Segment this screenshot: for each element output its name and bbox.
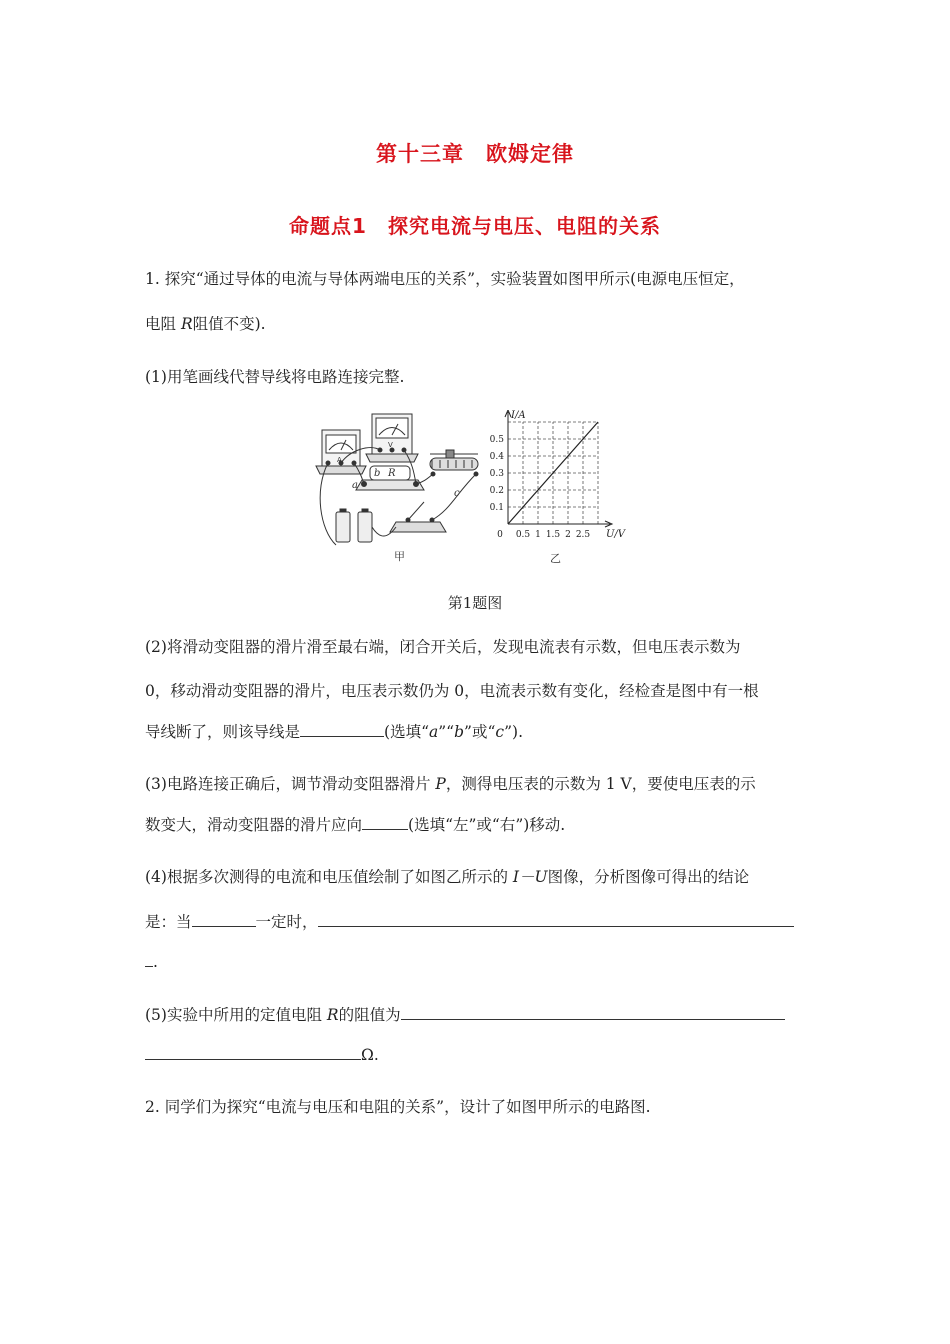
answer-blank[interactable]: [318, 910, 794, 927]
x-tick-label: 1.5: [545, 530, 561, 540]
y-tick-label: 0.1: [489, 503, 504, 513]
q1-figure: [300, 410, 660, 585]
topic-title: 命题点1 探究电流与电压、电阻的关系: [289, 214, 661, 238]
svg-text:V: V: [388, 441, 393, 449]
voltmeter-icon: [366, 414, 418, 462]
svg-text:A: A: [337, 456, 342, 464]
answer-blank[interactable]: [145, 1043, 361, 1060]
q1-part4-line1: (4)根据多次测得的电流和电压值绘制了如图乙所示的 I－U图像，分析图像可得出的结论: [145, 868, 750, 886]
label-yi: 乙: [550, 552, 561, 565]
origin-label: 0: [497, 530, 503, 540]
q1-stem-line1: 1. 探究“通过导体的电流与导体两端电压的关系”，实验装置如图甲所示(电源电压恒定，: [145, 270, 745, 288]
q1-part2-line3: 导线断了，则该导线是 (选填“a”“b”或“c”).: [145, 720, 523, 743]
rheostat-icon: [430, 450, 478, 476]
label-c: c: [454, 488, 460, 499]
x-tick-label: 0.5: [515, 530, 531, 540]
y-tick-label: 0.4: [489, 452, 504, 462]
q1-part1: (1)用笔画线代替导线将电路连接完整.: [145, 368, 405, 386]
q1-part4-line3: .: [145, 950, 158, 973]
wire: [320, 463, 336, 545]
x-axis-label: U/V: [606, 529, 626, 540]
q1-part2-line1: (2)将滑动变阻器的滑片滑至最右端，闭合开关后，发现电流表有示数，但电压表示数为: [145, 638, 741, 656]
answer-blank[interactable]: [192, 910, 256, 927]
x-tick-label: 2: [565, 530, 571, 540]
circuit-diagram: [316, 414, 478, 545]
x-tick-label: 2.5: [575, 530, 591, 540]
battery-icon: [336, 509, 372, 542]
y-tick-label: 0.2: [489, 486, 504, 496]
y-axis-label: I/A: [511, 410, 526, 421]
answer-blank[interactable]: [401, 1003, 785, 1020]
q1-part5-line1: (5)实验中所用的定值电阻 R的阻值为: [145, 1003, 785, 1026]
label-jia: 甲: [394, 550, 405, 563]
iu-chart: [490, 410, 627, 540]
label-a: a: [352, 480, 358, 491]
q1-part3-line1: (3)电路连接正确后，调节滑动变阻器滑片 P，测得电压表的示数为 1 V，要使电压表的示: [145, 775, 756, 793]
answer-blank[interactable]: [300, 720, 384, 737]
q1-stem-line2: 电阻 R阻值不变).: [145, 315, 266, 333]
ammeter-icon: [316, 430, 366, 474]
label-R: R: [388, 468, 396, 479]
q1-part3-line2: 数变大，滑动变阻器的滑片应向 (选填“左”或“右”)移动.: [145, 813, 565, 836]
x-tick-label: 1: [535, 530, 541, 540]
q1-part4-line2: 是：当 一定时，: [145, 910, 794, 933]
q1-part5-line2: Ω.: [145, 1043, 379, 1066]
y-tick-label: 0.5: [489, 435, 504, 445]
y-tick-label: 0.3: [489, 469, 504, 479]
q2-stem: 2. 同学们为探究“电流与电压和电阻的关系”，设计了如图甲所示的电路图.: [145, 1098, 651, 1116]
answer-blank[interactable]: [362, 813, 408, 830]
q1-part2-line2: 0，移动滑动变阻器的滑片，电压表示数仍为 0，电流表示数有变化，经检查是图中有一根: [145, 682, 759, 700]
label-b: b: [374, 468, 381, 479]
chapter-title: 第十三章 欧姆定律: [376, 142, 574, 166]
figure-caption: 第1题图: [447, 594, 503, 612]
answer-blank[interactable]: [145, 950, 153, 967]
